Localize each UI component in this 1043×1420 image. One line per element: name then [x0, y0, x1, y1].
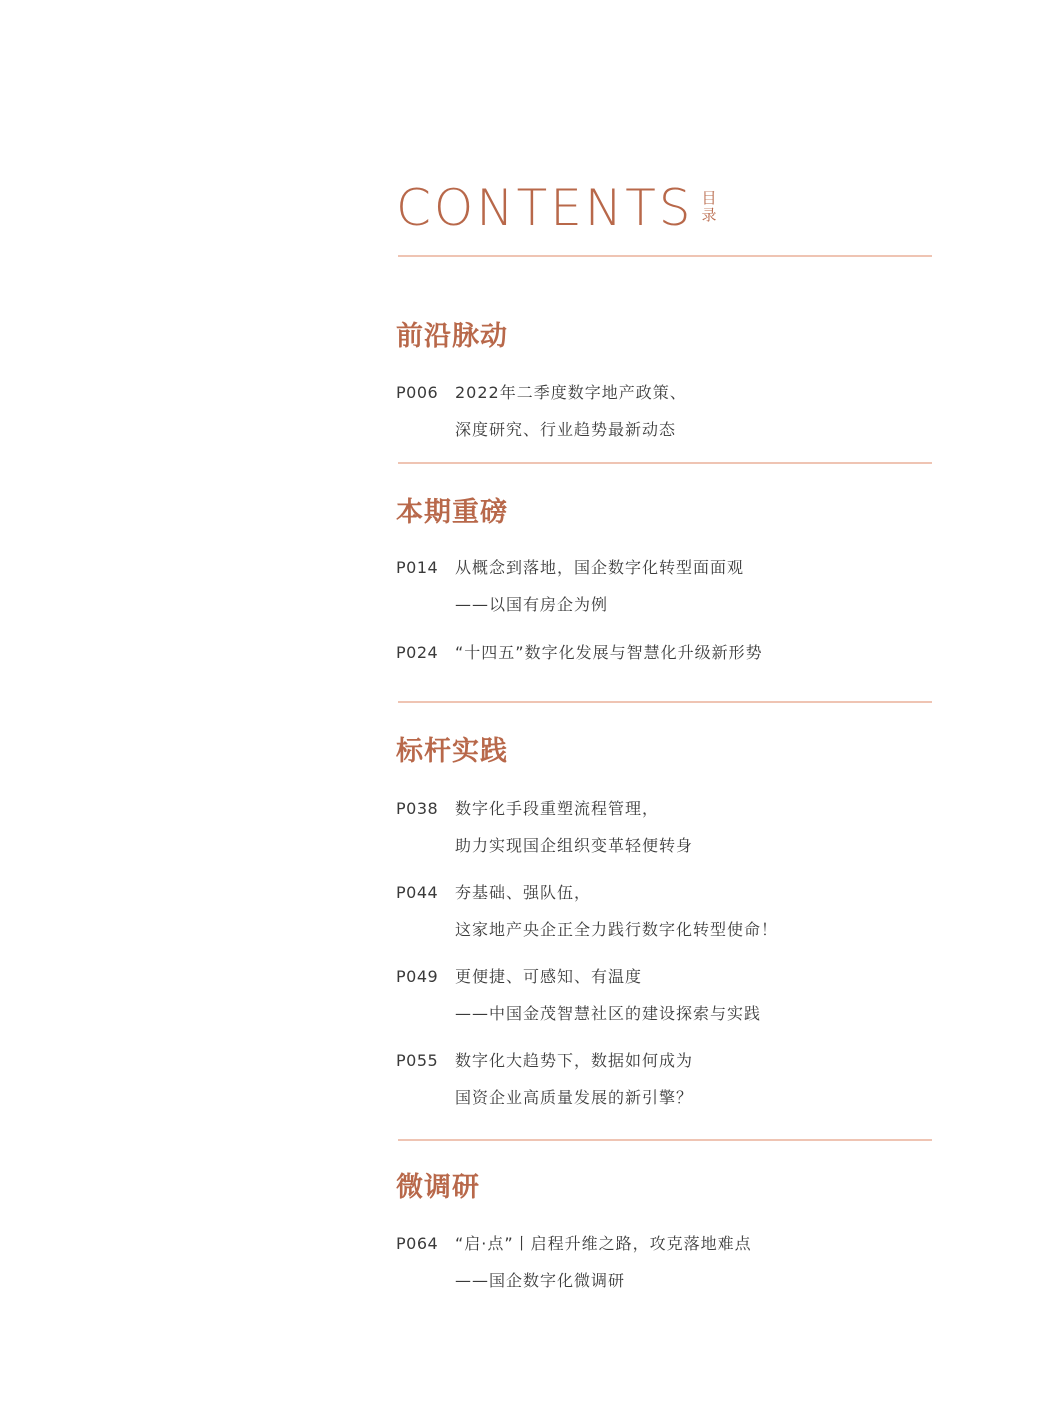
entry-title-line: 2022年二季度数字地产政策、: [455, 383, 687, 402]
entry-title-line: 深度研究、行业趋势最新动态: [455, 420, 677, 439]
divider-3: [398, 1139, 932, 1141]
section-title-feature: 本期重磅: [396, 497, 508, 528]
entry-title-line: 数字化手段重塑流程管理，: [455, 799, 660, 818]
contents-title: CONTENTS: [396, 179, 694, 237]
toc-entry-p055[interactable]: [396, 1049, 936, 1123]
page-number: P044: [396, 883, 439, 902]
entry-title-line: ——以国有房企为例: [455, 595, 609, 614]
entry-title-line: 助力实现国企组织变革轻便转身: [455, 836, 694, 855]
page-number: P006: [396, 383, 439, 402]
entry-title-line: 从概念到落地，国企数字化转型面面观: [455, 558, 745, 577]
contents-header: [396, 178, 717, 238]
entry-title-line: 国资企业高质量发展的新引擎？: [455, 1088, 694, 1107]
page-number: P024: [396, 643, 439, 662]
mulu-char-2: 录: [701, 206, 717, 224]
section-title-survey: 微调研: [396, 1172, 480, 1203]
toc-entry-p038[interactable]: [396, 797, 936, 871]
page-number: P049: [396, 967, 439, 986]
entry-title-line: 夯基础、强队伍，: [455, 883, 592, 902]
page-number: P064: [396, 1234, 439, 1253]
entry-title-line: ——中国金茂智慧社区的建设探索与实践: [455, 1004, 762, 1023]
divider-1: [398, 462, 932, 464]
divider-2: [398, 701, 932, 703]
section-title-frontier: 前沿脉动: [396, 321, 508, 352]
toc-entry-p006[interactable]: [396, 381, 936, 455]
section-title-benchmark: 标杆实践: [396, 736, 508, 767]
toc-entry-p064[interactable]: [396, 1232, 936, 1306]
mulu-char-1: 目: [701, 189, 717, 207]
mulu-label: [702, 190, 717, 224]
entry-title-line: 这家地产央企正全力践行数字化转型使命！: [455, 920, 779, 939]
entry-title-line: “启·点”丨启程升维之路，攻克落地难点: [455, 1234, 752, 1253]
divider-top: [398, 255, 932, 257]
entry-title-line: 数字化大趋势下，数据如何成为: [455, 1051, 694, 1070]
page-number: P055: [396, 1051, 439, 1070]
toc-entry-p024[interactable]: [396, 641, 936, 678]
toc-entry-p044[interactable]: [396, 881, 936, 955]
entry-title-line: 更便捷、可感知、有温度: [455, 967, 643, 986]
page-number: P038: [396, 799, 439, 818]
page-number: P014: [396, 558, 439, 577]
toc-entry-p049[interactable]: [396, 965, 936, 1039]
toc-entry-p014[interactable]: [396, 556, 936, 630]
entry-title-line: ——国企数字化微调研: [455, 1271, 626, 1290]
entry-title-line: “十四五”数字化发展与智慧化升级新形势: [455, 643, 763, 662]
